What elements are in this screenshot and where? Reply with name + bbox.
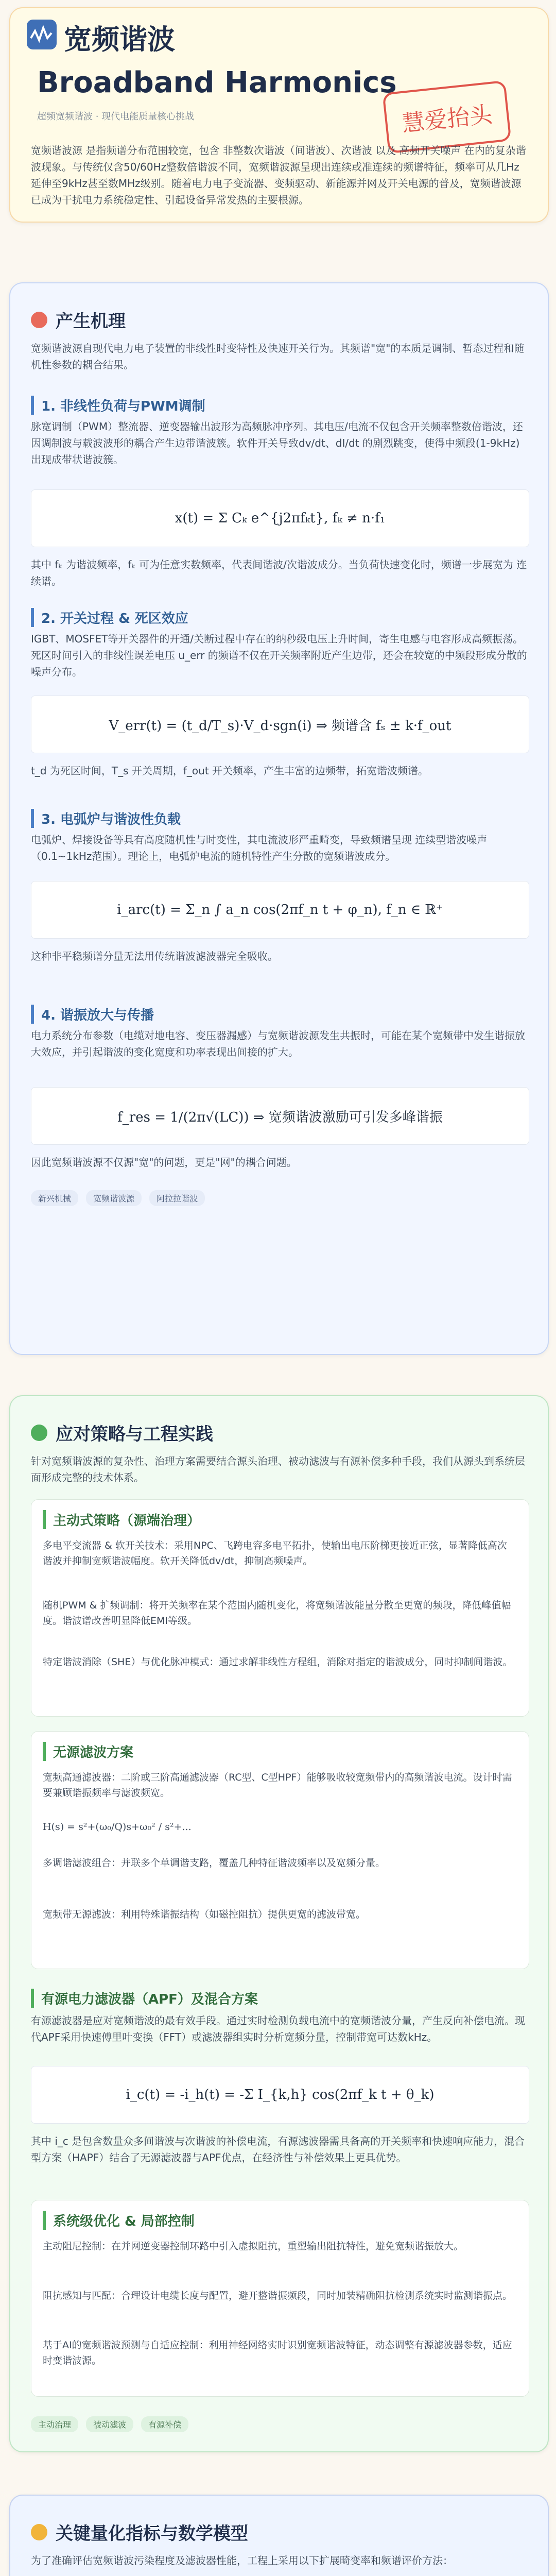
strategy-heading <box>31 1420 213 1445</box>
page-title-cn: 宽频谐波 <box>64 23 175 56</box>
waveform-icon <box>25 18 59 52</box>
subsection-title: 有源电力滤波器（APF）及混合方案 <box>31 1989 258 2008</box>
subsection-body: 电力系统分布参数（电缆对地电容、变压器漏感）与宽频谐波源发生共振时，可能在某个宽频带中发生谐振放大效应，并引起谐波的变化宽度和功率表现出间接的扩大。 <box>31 1029 525 1058</box>
section-title: 关键量化指标与数学模型 <box>56 2523 248 2544</box>
chart-icon <box>31 2524 47 2540</box>
subsection-title: 主动式策略（源端治理） <box>43 1510 200 1529</box>
mechanism-card <box>9 282 549 1355</box>
list-item: 宽频高通滤波器：二阶或三阶高通滤波器（RC型、C型HPF）能够吸收较宽频带内的高频谐波电流。设计时需要兼顾谐振频率与滤波频宽。 <box>43 1772 512 1799</box>
subsection-body: 有源滤波器是应对宽频谐波的最有效手段。通过实时检测负载电流中的宽频谐波分量，产生反向补偿电流。现代APF采用快速傅里叶变换（FFT）或滤波器组实时分析宽频分量，控制带宽可达数kHz。 <box>31 2014 525 2043</box>
page-subtitle: 超频宽频谐波 · 现代电能质量核心挑战 <box>37 111 195 122</box>
section-title: 产生机理 <box>56 311 126 332</box>
passive-filter-box <box>31 1731 529 1969</box>
mechanism-heading <box>31 307 126 332</box>
list-item: 多调谐滤波组合：并联多个单调谐支路，覆盖几种特征谐波频率以及宽频分量。 <box>43 1857 386 1869</box>
hero-card <box>9 7 549 223</box>
list-item: 随机PWM & 扩频调制：将开关频率在某个范围内随机变化，将宽频谐波能量分散至更宽的频段，降低峰值幅度。谐波谱改善明显降低EMI等级。 <box>43 1600 511 1626</box>
list-item: 特定谐波消除（SHE）与优化脉冲模式：通过求解非线性方程组，消除对指定的谐波成分，同时抑制间谐波。 <box>43 1656 513 1668</box>
subsection-title: 3. 电弧炉与谐波性负载 <box>31 809 181 828</box>
list-item: 宽频带无源滤波：利用特殊谐振结构（如磁控阻抗）提供更宽的滤波带宽。 <box>43 1909 366 1920</box>
tag[interactable]: 宽频谐波源 <box>86 1190 142 1206</box>
tag[interactable]: 阿拉拉谐波 <box>149 1190 205 1206</box>
subsection-title: 2. 开关过程 & 死区效应 <box>31 608 188 627</box>
section-intro: 为了准确评估宽频谐波污染程度及滤波器性能，工程上采用以下扩展畸变率和频谱评价方法： <box>31 2554 453 2567</box>
formula: V_err(t) = (t_d/T_s)·V_d·sgn(i) ⇒ 频谱含 fₛ ± k·f_out <box>31 696 529 753</box>
formula: H(s) = s²+(ω₀/Q)s+ω₀² / s²+... <box>43 1821 192 1833</box>
strategy-card <box>9 1395 549 2452</box>
list-item: 基于AI的宽频谐波预测与自适应控制：利用神经网络实时识别宽频谐波特征，动态调整有源滤波器参数，适应时变谐波源。 <box>43 2340 512 2366</box>
stamp-seal: 慧爱抬头 <box>382 80 511 154</box>
formula: f_res = 1/(2π√(LC)) ⇒ 宽频谐波激励可引发多峰谐振 <box>31 1087 529 1145</box>
subsection-body: IGBT、MOSFET等开关器件的开通/关断过程中存在的纳秒级电压上升时间，寄生电感与电容形成高频振荡。死区时间引入的非线性误差电压 u_err 的频谱不仅在开关频率附近产生边带，还会在较宽的中频段形成分散的噪声分布。 <box>31 633 527 678</box>
system-optimization-box <box>31 2200 529 2397</box>
formula: x(t) = Σ Cₖ e^{j2πfₖt}, fₖ ≠ n·f₁ <box>31 489 529 547</box>
hero-intro: 宽频谐波源 是指频谱分布范围较宽，包含 非整数次谐波（间谐波）、次谐波 以及 高频开关噪声 在内的复杂谐波现象。与传统仅含50/60Hz整数倍谐波不同，宽频谐波源呈现出连续或准连续的频谱特征，频率可从几Hz延伸至9kHz甚至数MHz级别。随着电力电子变流器、变频驱动、新能源并网及开关电源的普及，宽频谐波源已成为干扰电力系统稳定性、引起设备异常发热的主要根源。 <box>31 144 526 206</box>
formula: i_c(t) = -i_h(t) = -Σ I_{k,h} cos(2πf_k t + θ_k) <box>31 2066 529 2124</box>
page-title-en: Broadband Harmonics <box>37 66 397 99</box>
section-title: 应对策略与工程实践 <box>56 1424 213 1445</box>
section-intro: 宽频谐波源自现代电力电子装置的非线性时变特性及快速开关行为。其频谱"宽"的本质是调制、暂态过程和随机性参数的耦合结果。 <box>31 342 525 371</box>
tag[interactable]: 主动治理 <box>31 2416 78 2432</box>
flame-icon <box>31 312 47 328</box>
list-item: 多电平变流器 & 软开关技术：采用NPC、飞跨电容多电平拓扑，使输出电压阶梯更接近正弦，显著降低高次谐波并抑制宽频谐波幅度。软开关降低dv/dt，抑制高频噪声。 <box>43 1540 507 1567</box>
metrics-card <box>9 2495 549 2576</box>
formula-note: 其中 i_c 是包含数量众多间谐波与次谐波的补偿电流，有源滤波器需具备高的开关频率和快速响应能力，混合型方案（HAPF）结合了无源滤波器与APF优点，在经济性与补偿效果上更具优势。 <box>31 2135 525 2164</box>
formula-note: t_d 为死区时间，T_s 开关周期，f_out 开关频率，产生丰富的边频带，拓宽谐波频谱。 <box>31 765 429 777</box>
subsection-body: 脉宽调制（PWM）整流器、逆变器输出波形为高频脉冲序列。其电压/电流不仅包含开关频率整数倍谐波，还因调制波与载波波形的耦合产生边带谐波簇。软件开关导致dv/dt、dI/dt 的剧烈跳变，使得中频段(1-9kHz)出现成带状谐波簇。 <box>31 420 523 466</box>
metrics-heading <box>31 2519 248 2545</box>
section-intro: 针对宽频谐波源的复杂性、治理方案需要结合源头治理、被动滤波与有源补偿多种手段，我们从源头到系统层面形成完整的技术体系。 <box>31 1455 525 1484</box>
shield-icon <box>31 1425 47 1441</box>
formula-note: 这种非平稳频谱分量无法用传统谐波滤波器完全吸收。 <box>31 950 278 962</box>
formula-note: 其中 fₖ 为谐波频率，fₖ 可为任意实数频率，代表间谐波/次谐波成分。当负荷快速变化时，频谱一步展宽为 连续谱。 <box>31 558 527 587</box>
subsection-title: 4. 谐振放大与传播 <box>31 1005 154 1024</box>
formula-note: 因此宽频谐波源不仅源"宽"的问题，更是"网"的耦合问题。 <box>31 1156 297 1168</box>
list-item: 主动阻尼控制：在并网逆变器控制环路中引入虚拟阻抗，重塑输出阻抗特性，避免宽频谐振放大。 <box>43 2241 464 2252</box>
tag[interactable]: 有源补偿 <box>141 2416 188 2432</box>
subsection-title: 系统级优化 & 局部控制 <box>43 2211 195 2230</box>
subsection-title: 1. 非线性负荷与PWM调制 <box>31 396 205 415</box>
list-item: 阻抗感知与匹配：合理设计电缆长度与配置，避开整谐振频段，同时加装精确阻抗检测系统实时监测谐振点。 <box>43 2290 513 2301</box>
subsection-body: 电弧炉、焊接设备等具有高度随机性与时变性，其电流波形严重畸变，导致频谱呈现 连续型谐波噪声（0.1~1kHz范围）。理论上，电弧炉电流的随机特性产生分散的宽频谐波成分。 <box>31 834 488 862</box>
tag-list <box>31 2416 194 2432</box>
formula: i_arc(t) = Σ_n ∫ a_n cos(2πf_n t + φ_n), f_n ∈ ℝ⁺ <box>31 881 529 939</box>
tag[interactable]: 被动滤波 <box>86 2416 133 2432</box>
active-strategy-box <box>31 1499 529 1717</box>
tag[interactable]: 新兴机械 <box>31 1190 78 1206</box>
tag-list <box>31 1190 210 1206</box>
subsection-title: 无源滤波方案 <box>43 1742 133 1761</box>
